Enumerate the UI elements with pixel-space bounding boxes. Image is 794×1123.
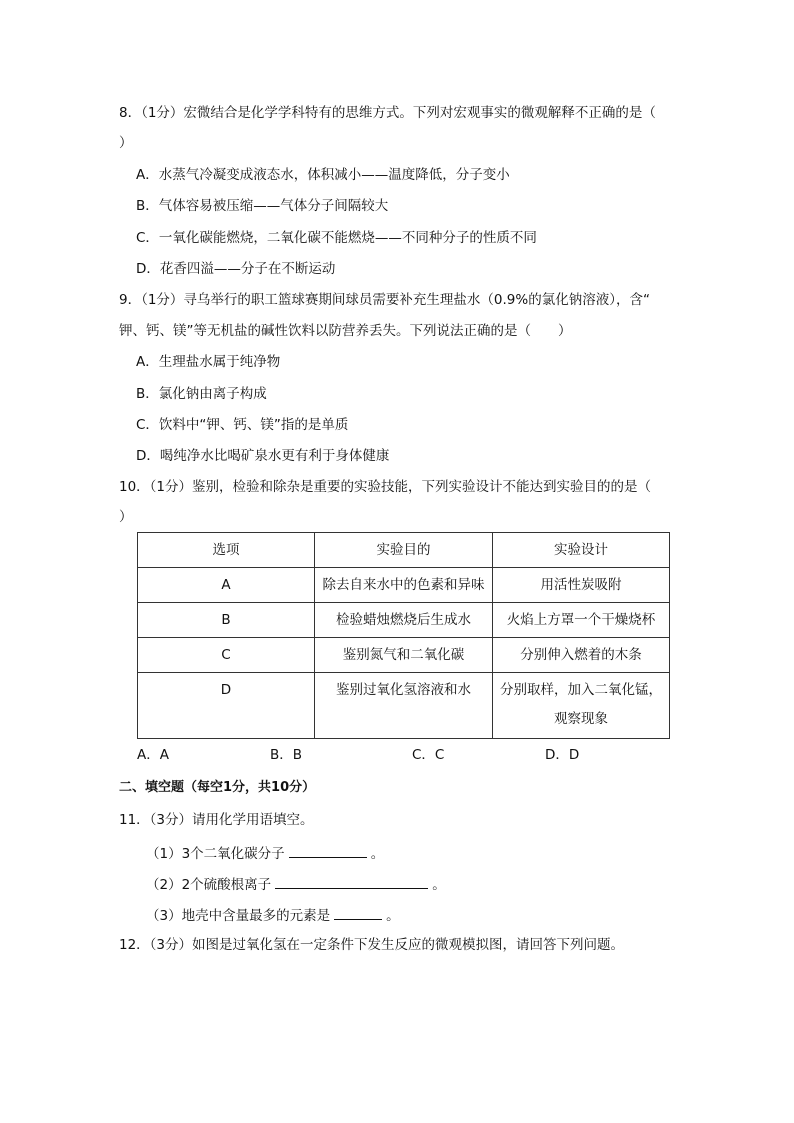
q11-item-3	[146, 905, 400, 925]
cell-purpose-text: 鉴别过氧化氢溶液和水	[336, 682, 471, 698]
cell-purpose	[315, 673, 493, 739]
q11-item-2-text: （2）2个硫酸根离子	[146, 877, 272, 893]
q11-item-2	[146, 874, 446, 894]
table-header-row	[138, 533, 670, 568]
q9-stem-line2: 钾、钙、镁”等无机盐的碱性饮料以防营养丢失。下列说法正确的是（ ）	[119, 323, 572, 339]
cell-option: B	[138, 603, 315, 638]
q9-option-c: C．饮料中“钾、钙、镁”指的是单质	[136, 417, 349, 433]
q10-stem-line2: ）	[119, 509, 133, 525]
q11-item-3-end: 。	[386, 908, 400, 924]
cell-design: 用活性炭吸附	[493, 568, 670, 603]
q8-option-b: B．气体容易被压缩——气体分子间隔较大	[136, 198, 389, 214]
answer-blank-3[interactable]	[334, 905, 382, 920]
answer-blank-2[interactable]	[275, 874, 428, 889]
q9-stem-line1: 9．（1分）寻乌举行的职工篮球赛期间球员需要补充生理盐水（0.9%的氯化钠溶液），含“	[119, 292, 650, 308]
table-row	[138, 603, 670, 638]
q8-option-d: D．花香四溢——分子在不断运动	[136, 261, 336, 277]
table-row	[138, 638, 670, 673]
q11-item-1	[146, 843, 384, 863]
cell-design	[493, 673, 670, 739]
answer-blank-1[interactable]	[289, 843, 367, 858]
q12-stem: 12．（3分）如图是过氧化氢在一定条件下发生反应的微观模拟图，请回答下列问题。	[119, 937, 625, 953]
cell-design: 分别伸入燃着的木条	[493, 638, 670, 673]
q9-option-a: A．生理盐水属于纯净物	[136, 354, 281, 370]
cell-option: A	[138, 568, 315, 603]
q9-option-d: D．喝纯净水比喝矿泉水更有利于身体健康	[136, 448, 390, 464]
cell-purpose: 除去自来水中的色素和异味	[315, 568, 493, 603]
header-purpose: 实验目的	[315, 533, 493, 568]
q11-item-2-end: 。	[432, 877, 446, 893]
cell-design-line1: 分别取样，加入二氧化锰，	[500, 682, 662, 698]
cell-design-line2: 观察现象	[554, 711, 608, 727]
cell-option-text: D	[220, 682, 232, 698]
q8-option-a: A．水蒸气冷凝变成液态水，体积减小——温度降低，分子变小	[136, 167, 510, 183]
q11-item-1-end: 。	[370, 846, 385, 862]
q10-experiment-table	[137, 532, 670, 739]
header-option: 选项	[138, 533, 315, 568]
q10-answer-c: C．C	[412, 747, 445, 763]
q8-stem-line2: ）	[119, 135, 133, 151]
q10-answer-b: B．B	[270, 747, 303, 763]
cell-purpose: 检验蜡烛燃烧后生成水	[315, 603, 493, 638]
q10-answer-d: D．D	[545, 747, 580, 763]
q11-stem: 11．（3分）请用化学用语填空。	[119, 812, 314, 828]
q11-item-3-text: （3）地壳中含量最多的元素是	[146, 908, 331, 924]
table-row	[138, 568, 670, 603]
cell-design: 火焰上方罩一个干燥烧杯	[493, 603, 670, 638]
cell-option: C	[138, 638, 315, 673]
cell-purpose: 鉴别氮气和二氧化碳	[315, 638, 493, 673]
q10-answer-a: A．A	[137, 747, 169, 763]
section-title: 二、填空题（每空1分，共10分）	[119, 780, 316, 795]
q10-stem-line1: 10．（1分）鉴别，检验和除杂是重要的实验技能，下列实验设计不能达到实验目的的是（	[119, 479, 652, 495]
q9-option-b: B．氯化钠由离子构成	[136, 386, 267, 402]
q11-item-1-text: （1）3个二氧化碳分子	[146, 846, 285, 862]
q8-stem-line1: 8．（1分）宏微结合是化学学科特有的思维方式。下列对宏观事实的微观解释不正确的是（	[119, 105, 656, 121]
cell-option	[138, 673, 315, 739]
header-design: 实验设计	[493, 533, 670, 568]
q8-option-c: C．一氧化碳能燃烧，二氧化碳不能燃烧——不同种分子的性质不同	[136, 230, 537, 246]
table-row	[138, 673, 670, 739]
